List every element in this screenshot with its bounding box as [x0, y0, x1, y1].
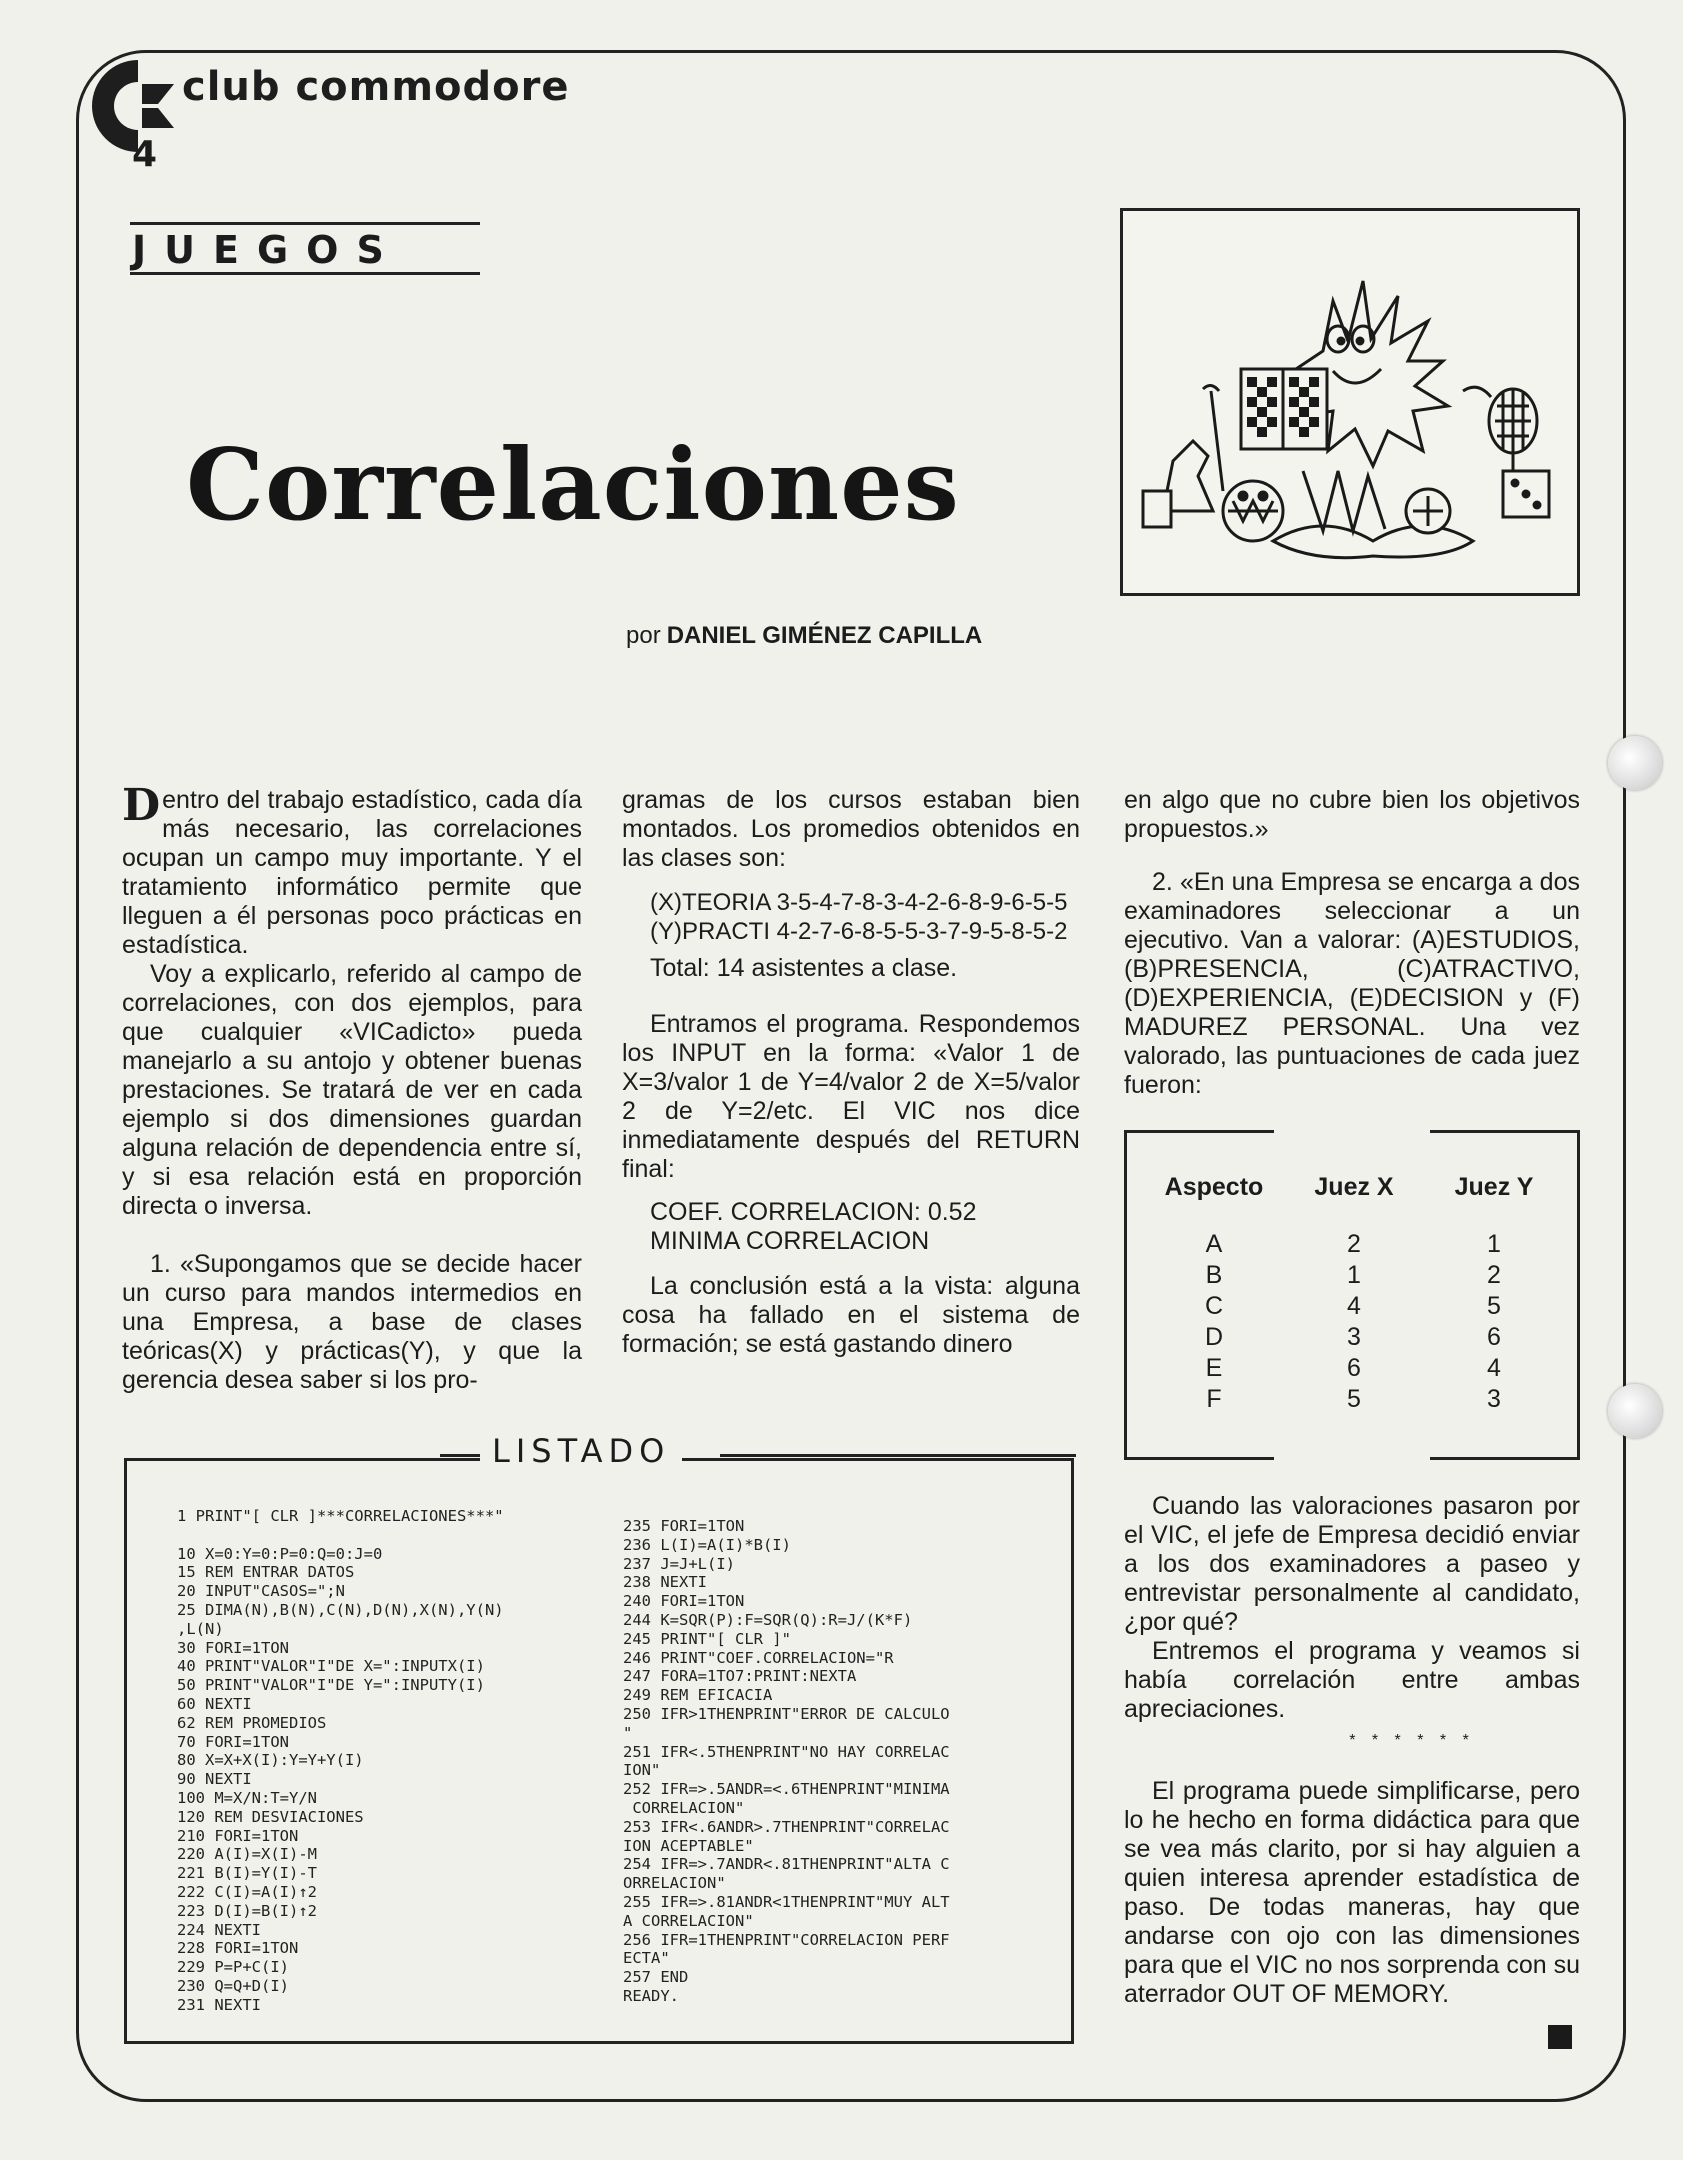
result-label: MINIMA CORRELACION: [650, 1227, 930, 1255]
table-cell: 4: [1347, 1292, 1361, 1320]
table-cell: 3: [1487, 1385, 1501, 1413]
column-header: Juez Y: [1454, 1173, 1534, 1201]
paragraph: Voy a explicarlo, referido al campo de correlaciones, con dos ejemplos, para que cualquier «VICadicto» pueda manejarlo a su antojo y obtener buenas prestaciones. Se tratará de ver en cada ejemplo si dos dimensiones guardan alguna relación de dependencia entre sí, y si esa relación está en proporción directa o inversa.: [122, 960, 582, 1220]
table-cell: 5: [1347, 1385, 1361, 1413]
byline-prefix: por: [626, 622, 661, 649]
byline: [626, 622, 982, 650]
table-cell: 4: [1487, 1354, 1501, 1382]
paragraph: en algo que no cubre bien los objetivos propuestos.»: [1124, 786, 1580, 843]
listing-title-rule-right: [720, 1454, 1076, 1457]
data-line-y: (Y)PRACTI 4-2-7-6-8-5-5-3-7-9-5-8-5-2: [650, 918, 1068, 945]
binder-hole-bottom: [1608, 1384, 1662, 1438]
table-cell: 5: [1487, 1292, 1501, 1320]
paragraph: gramas de los cursos estaban bien montados. Los promedios obtenidos en las clases son:: [622, 786, 1080, 872]
table-cell: F: [1206, 1385, 1222, 1413]
listing-title: LISTADO: [480, 1432, 682, 1470]
column-header: Aspecto: [1164, 1173, 1264, 1201]
author-name: DANIEL GIMÉNEZ CAPILLA: [666, 622, 983, 649]
table-row: [1144, 1353, 1564, 1384]
table-cell: D: [1204, 1323, 1224, 1351]
article-column-1: [122, 780, 582, 1395]
paragraph: 2. «En una Empresa se encarga a dos examinadores seleccionar a un ejecutivo. Van a valorar: (A)ESTUDIOS, (B)PRESENCIA, (C)ATRACTIVO, (D)EXPERIENCIA, (E)DECISION y (F) MADUREZ PERSONAL. Una vez valorado, las puntuaciones de cada juez fueron:: [1124, 868, 1580, 1099]
section-separator: * * * * * *: [1349, 1732, 1475, 1749]
table-cell: E: [1205, 1354, 1223, 1382]
table-cell: C: [1204, 1292, 1224, 1320]
score-table: [1124, 1130, 1580, 1460]
article-title: Correlaciones: [186, 428, 960, 543]
table-cell: 3: [1347, 1323, 1361, 1351]
total-line: Total: 14 asistentes a clase.: [650, 954, 958, 982]
paragraph: Entramos el programa. Respondemos los INPUT en la forma: «Valor 1 de X=3/valor 1 de Y=4/valor 2 de X=5/valor 2 de Y=2/etc. El VIC nos dice inmediatamente después del RETURN final:: [622, 1010, 1080, 1183]
listing-box: [124, 1458, 1074, 2044]
table-border-right: [1577, 1130, 1580, 1460]
table-border-top-left: [1124, 1130, 1274, 1133]
listing-title-rule-left: [440, 1454, 480, 1457]
table-cell: 1: [1347, 1261, 1361, 1289]
table-row: [1144, 1322, 1564, 1353]
cartoon-drawing: [1123, 211, 1577, 593]
binder-hole-top: [1608, 736, 1662, 790]
table-border-bottom-left: [1124, 1457, 1274, 1460]
page-number: 4: [132, 134, 158, 175]
paragraph: Cuando las valoraciones pasaron por el VIC, el jefe de Empresa decidió enviar a los dos examinadores a paseo y entrevistar personalmente al candidato, ¿por qué?: [1124, 1492, 1580, 1636]
paragraph: El programa puede simplificarse, pero lo he hecho en forma didáctica para que se vea más clarito, por si hay alguien a quien interesa aprender estadística de paso. De todas maneras, hay que andarse con ojo con las dimensiones para que el VIC no nos sorprenda con su aterrador OUT OF MEMORY.: [1124, 1777, 1580, 2008]
table-cell: 1: [1487, 1230, 1501, 1258]
score-grid: [1144, 1172, 1564, 1415]
commodore-logo-icon: [78, 56, 178, 156]
code-listing-right: 235 FORI=1TON 236 L(I)=A(I)*B(I) 237 J=J+L(I) 238 NEXTI 240 FORI=1TON 244 K=SQR(P):F=SQR(Q):R=J/(K*F) 245 PRINT"[ CLR ]" 246 PRINT"COEF.CORRELACION="R 247 FORA=1TO7:PRINT:NEXTA 249 REM EFICACIA 250 IFR>1THENPRINT"ERROR DE CALCULO " 251 IFR<.5THENPRINT"NO HAY CORRELAC ION" 252 IFR=>.5ANDR=<.6THENPRINT"MINIMA CORRELACION" 253 IFR<.6ANDR>.7THENPRINT"CORRELAC ION ACEPTABLE" 254 IFR=>.7ANDR<.81THENPRINT"ALTA C ORRELACION" 255 IFR=>.81ANDR<1THENPRINT"MUY ALT A CORRELACION" 256 IFR=1THENPRINT"CORRELACION PERF ECTA" 257 END READY.: [623, 1517, 950, 2005]
end-square-icon: [1548, 2025, 1572, 2049]
cartoon-illustration: [1120, 208, 1580, 596]
table-cell: 6: [1487, 1323, 1501, 1351]
table-cell: 6: [1347, 1354, 1361, 1382]
code-listing-left: 1 PRINT"[ CLR ]***CORRELACIONES***" 10 X=0:Y=0:P=0:Q=0:J=0 15 REM ENTRAR DATOS 20 INPUT"CASOS=";N 25 DIMA(N),B(N),C(N),D(N),X(N),Y(N) ,L(N) 30 FORI=1TON 40 PRINT"VALOR"I"DE X=":INPUTX(I) 50 PRINT"VALOR"I"DE Y=":INPUTY(I) 60 NEXTI 62 REM PROMEDIOS 70 FORI=1TON 80 X=X+X(I):Y=Y+Y(I) 90 NEXTI 100 M=X/N:T=Y/N 120 REM DESVIACIONES 210 FORI=1TON 220 A(I)=X(I)-M 221 B(I)=Y(I)-T 222 C(I)=A(I)↑2 223 D(I)=B(I)↑2 224 NEXTI 228 FORI=1TON 229 P=P+C(I) 230 Q=Q+D(I) 231 NEXTI: [177, 1507, 504, 2014]
paragraph: La conclusión está a la vista: alguna cosa ha fallado en el sistema de formación; se está gastando dinero: [622, 1272, 1080, 1358]
section-rule-bottom: [130, 272, 480, 275]
magazine-name: club commodore: [182, 64, 570, 110]
paragraph: [122, 780, 582, 960]
table-cell: 2: [1347, 1230, 1361, 1258]
result-coefficient: COEF. CORRELACION: 0.52: [650, 1198, 977, 1226]
table-border-bottom-right: [1430, 1457, 1580, 1460]
table-border-left: [1124, 1130, 1127, 1460]
table-border-top-right: [1430, 1130, 1580, 1133]
data-line-x: (X)TEORIA 3-5-4-7-8-3-4-2-6-8-9-6-5-5: [650, 889, 1068, 916]
article-column-2: [622, 786, 1080, 1359]
table-row: [1144, 1384, 1564, 1415]
article-column-3-lower: [1124, 1492, 1580, 2009]
article-column-3: [1124, 786, 1580, 1100]
section-rule-top: [130, 222, 480, 225]
paragraph-text: entro del trabajo estadístico, cada día más necesario, las correlaciones ocupan un campo muy importante. Y el tratamiento informático permite que lleguen a él personas poco prácticas en estadística.: [122, 786, 582, 959]
drop-cap: D: [122, 780, 161, 831]
paragraph: Entremos el programa y veamos si había correlación entre ambas apreciaciones.: [1124, 1637, 1580, 1723]
table-header-row: [1144, 1172, 1564, 1203]
paragraph: 1. «Supongamos que se decide hacer un curso para mandos intermedios en una Empresa, a base de clases teóricas(X) y prácticas(Y), y que la gerencia desea saber si los pro-: [122, 1250, 582, 1394]
table-cell: 2: [1487, 1261, 1501, 1289]
table-row: [1144, 1229, 1564, 1260]
table-row: [1144, 1291, 1564, 1322]
table-cell: A: [1205, 1230, 1223, 1258]
column-header: Juez X: [1314, 1173, 1394, 1201]
table-row: [1144, 1260, 1564, 1291]
section-title: JUEGOS: [132, 228, 402, 272]
table-cell: B: [1205, 1261, 1223, 1289]
